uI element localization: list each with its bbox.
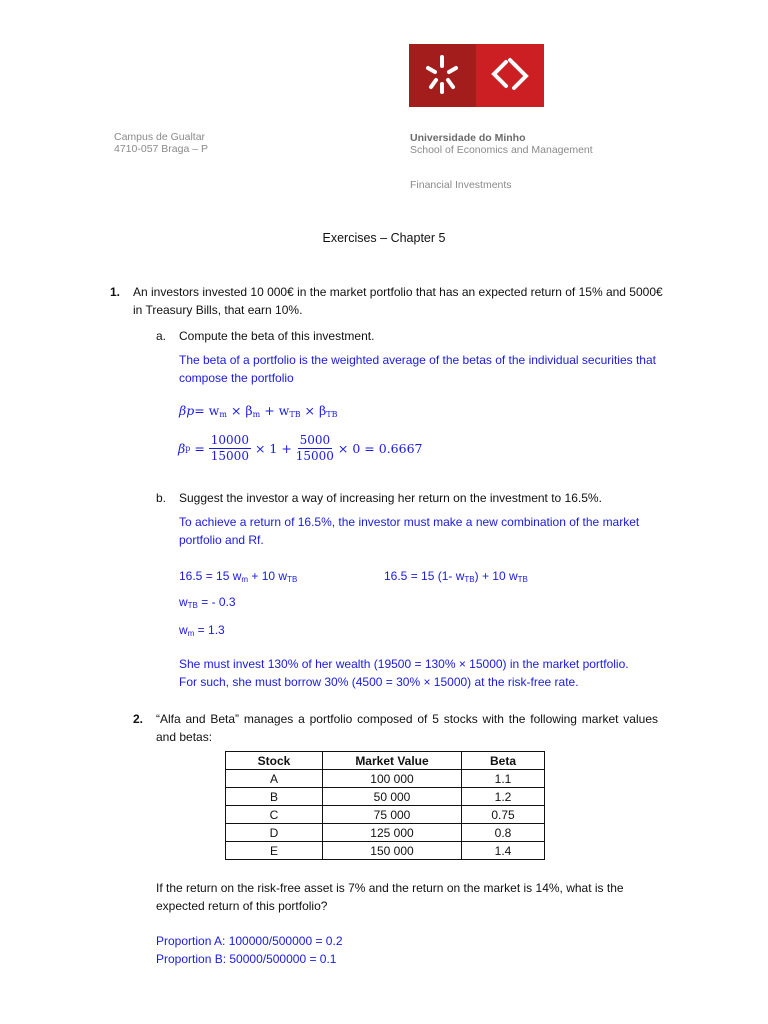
equation-2: 16.5 = 15 (1- $w_{TB}) + 10$ $w_{TB}$ (384, 569, 528, 584)
chevron-logo-icon (476, 44, 544, 107)
fraction-1: $\frac{10000}{15000}$ (210, 433, 249, 463)
fraction-2: $\frac{5000}{15000}$ (295, 433, 334, 463)
equation-1: 16.5 = 15 $w_m + 10$ $w_{TB}$ (179, 569, 298, 584)
q1-number: 1. (110, 285, 121, 299)
column-header-stock: Stock (226, 752, 323, 770)
table-row: B 50 000 1.2 (226, 788, 545, 806)
address-line-1: Campus de Gualtar (114, 131, 206, 143)
q2-text: “Alfa and Beta” manages a portfolio composed of 5 stocks with the following market values and betas: (156, 712, 658, 744)
table-row: D 125 000 0.8 (226, 824, 545, 842)
logo-right-block (476, 44, 544, 107)
course-name: Financial Investments (410, 179, 512, 191)
logo-left-block (409, 44, 476, 107)
asterisk-logo-icon (409, 44, 476, 107)
beta-p-symbol: βp (179, 403, 195, 418)
q1b-answer: To achieve a return of 16.5%, the investor must make a new combination of the market portfolio and Rf. (179, 515, 640, 547)
column-header-beta: Beta (462, 752, 545, 770)
table-row: E 150 000 1.4 (226, 842, 545, 860)
university-name: Universidade do Minho (410, 132, 526, 144)
q1-text: An investors invested 10 000€ in the market portfolio that has an expected return of 15% and 5000€ in Treasury Bills, that earn 10%. (133, 285, 663, 317)
q2-answer (156, 932, 343, 968)
beta-formula: $\beta p= w_m \times \beta_m + w_{TB} \times \beta_{TB}$ (179, 403, 338, 419)
address-line-2: 4710-057 Braga – P (114, 143, 208, 155)
address-block (114, 131, 208, 155)
q2-question: If the return on the risk-free asset is 7% and the return on the market is 14%, what is the expected return of this portfolio? (156, 881, 624, 913)
table-row: C 75 000 0.75 (226, 806, 545, 824)
q1b-label: b. (156, 491, 167, 505)
beta-calculation: β p = $\frac{10000}{15000}$ × 1 + $\frac{5000}{15000}$ × 0 = 0.6667 (178, 433, 423, 463)
column-header-market-value: Market Value (323, 752, 462, 770)
stocks-table-container (225, 751, 545, 860)
q1a-label: a. (156, 329, 167, 343)
equation-3: $w_{TB}$ = - 0.3 (179, 595, 236, 610)
q1b-conclusion: She must invest 130% of her wealth (19500 = 130% × 15000) in the market portfolio. For such, she must borrow 30% (4500 = 30% × 15000) at the risk-free rate. (179, 657, 629, 689)
university-logo (409, 44, 544, 107)
proportion-b: Proportion B: 50000/500000 = 0.1 (156, 952, 337, 966)
q1a-answer: The beta of a portfolio is the weighted average of the betas of the individual securities that compose the portfolio (179, 353, 656, 385)
table-row: A 100 000 1.1 (226, 770, 545, 788)
page-title: Exercises – Chapter 5 (322, 231, 446, 245)
q1a-text: Compute the beta of this investment. (179, 329, 375, 343)
q2-number: 2. (133, 712, 144, 726)
q1b-text: Suggest the investor a way of increasing her return on the investment to 16.5%. (179, 491, 602, 505)
school-name: School of Economics and Management (410, 144, 593, 156)
table-header-row (226, 752, 545, 770)
proportion-a: Proportion A: 100000/500000 = 0.2 (156, 934, 343, 948)
equation-4: $w_m = 1.3$ (179, 623, 225, 638)
institution-block (410, 132, 593, 156)
stocks-table (225, 751, 545, 860)
